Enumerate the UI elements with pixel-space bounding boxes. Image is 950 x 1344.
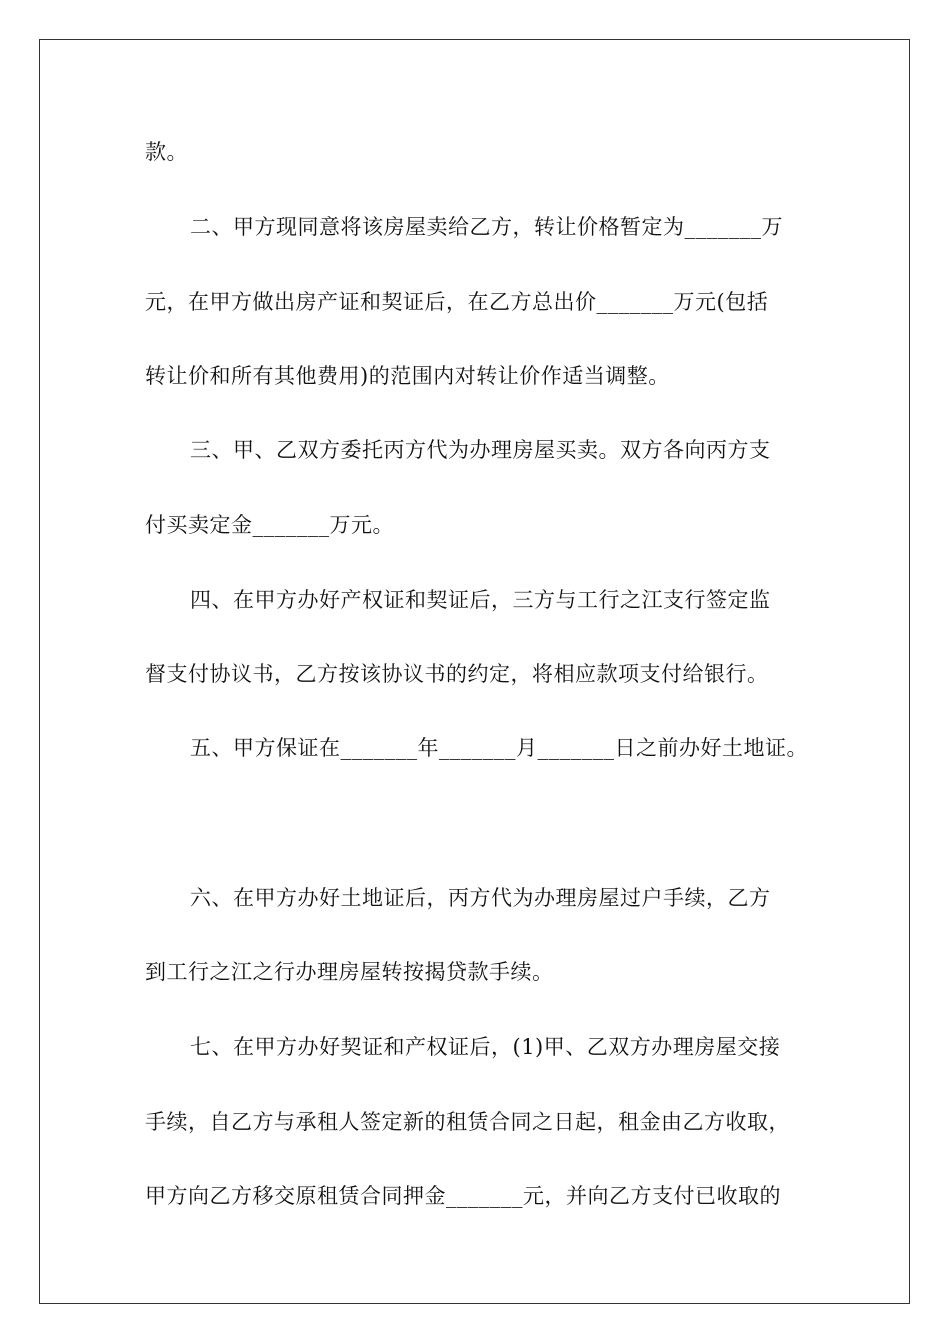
text-line: 手续，自乙方与承租人签定新的租赁合同之日起，租金由乙方收取，: [145, 1110, 790, 1134]
text-line: 甲方向乙方移交原租赁合同押金_______元，并向乙方支付已收取的: [145, 1184, 781, 1208]
text-line: 五、甲方保证在_______年_______月_______日之前办好土地证。: [190, 736, 808, 760]
text-line: 二、甲方现同意将该房屋卖给乙方，转让价格暂定为_______万: [190, 215, 783, 239]
text-line: 督支付协议书，乙方按该协议书的约定，将相应款项支付给银行。: [145, 662, 769, 686]
text-line: 到工行之江之行办理房屋转按揭贷款手续。: [145, 960, 554, 984]
text-line: 三、甲、乙双方委托丙方代为办理房屋买卖。双方各向丙方支: [190, 438, 771, 462]
text-line: 款。: [145, 140, 188, 164]
text-line: 七、在甲方办好契证和产权证后，(1)甲、乙双方办理房屋交接: [190, 1035, 781, 1059]
text-line: 元，在甲方做出房产证和契证后，在乙方总出价_______万元(包括: [145, 290, 769, 314]
text-line: 四、在甲方办好产权证和契证后，三方与工行之江支行签定监: [190, 588, 771, 612]
text-line: 六、在甲方办好土地证后，丙方代为办理房屋过户手续，乙方: [190, 886, 771, 910]
text-line: 转让价和所有其他费用)的范围内对转让价作适当调整。: [145, 364, 670, 388]
text-line: 付买卖定金_______万元。: [145, 513, 394, 537]
